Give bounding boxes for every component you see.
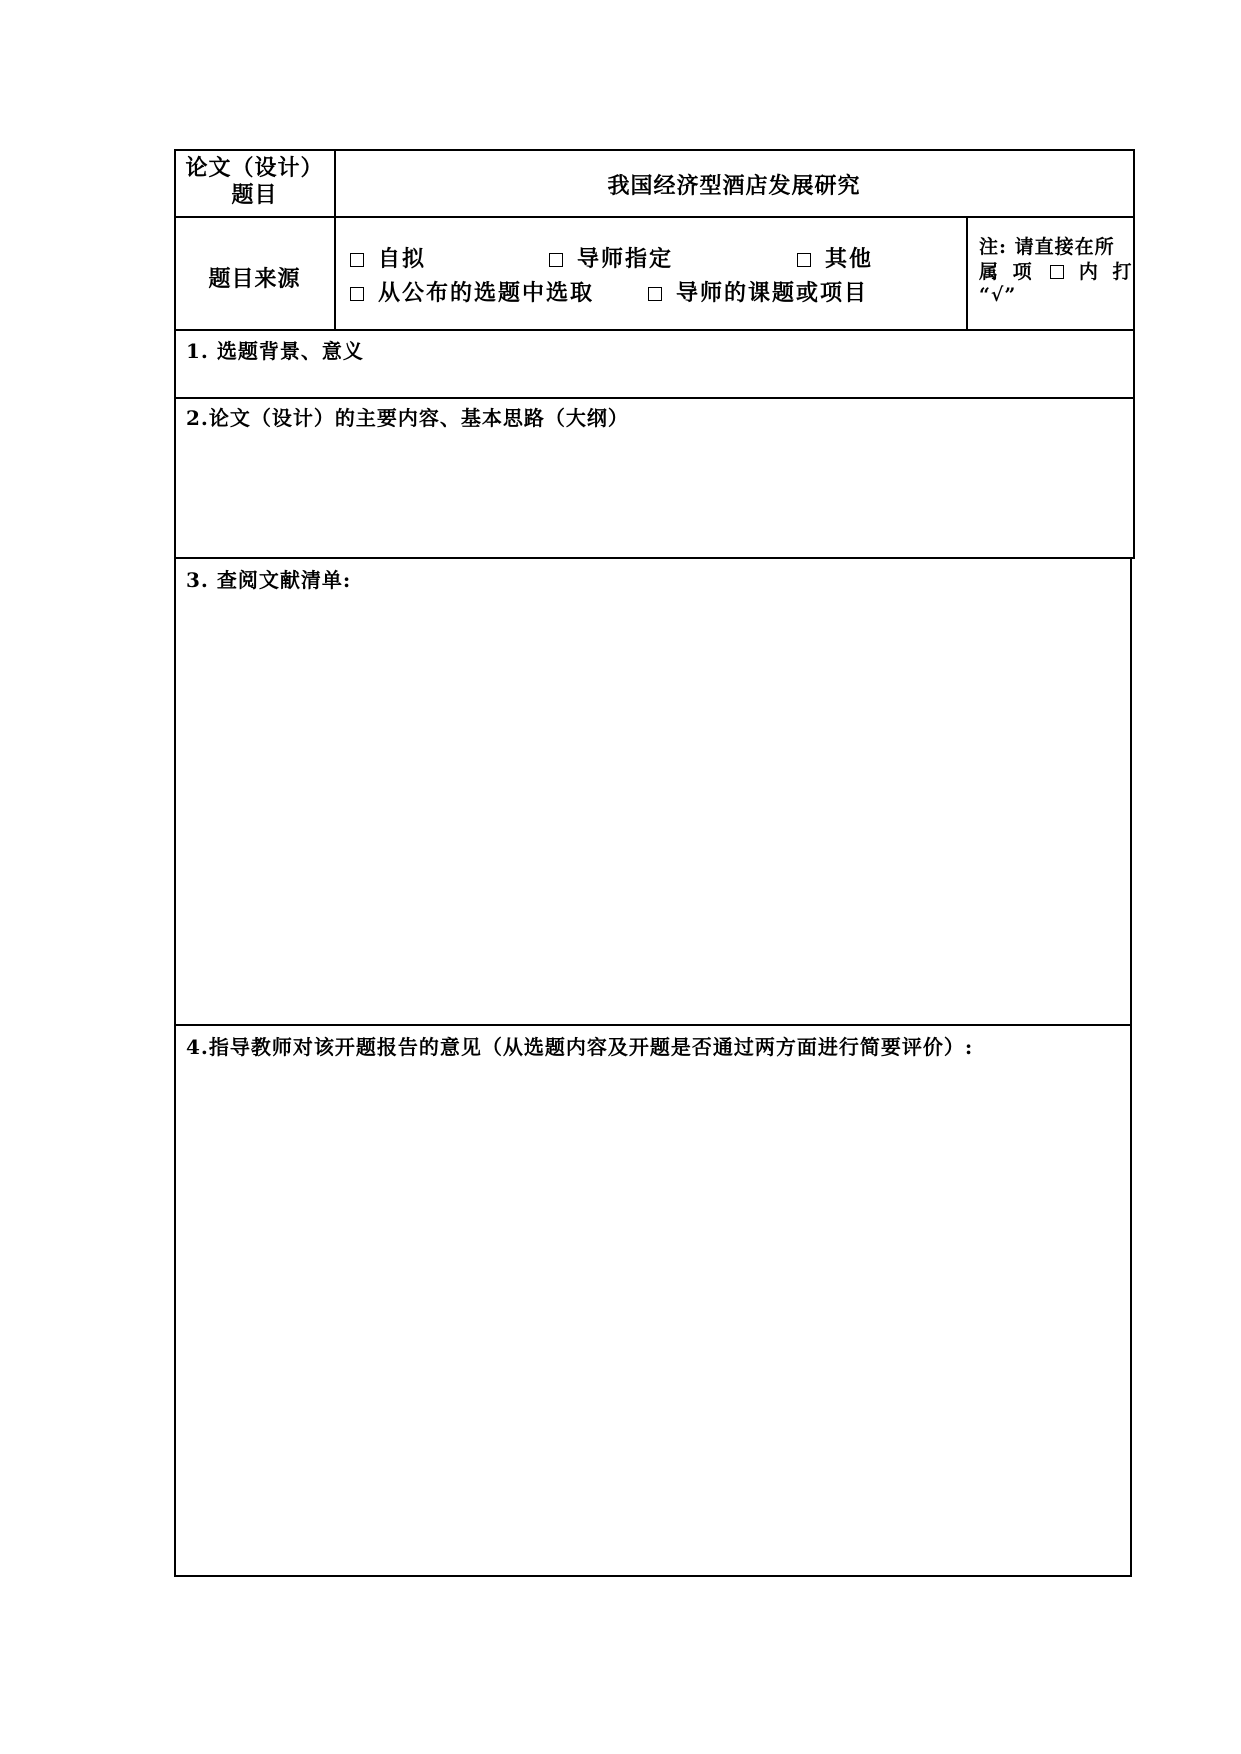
source-note xyxy=(979,235,1136,306)
option-label: 导师的课题或项目 xyxy=(676,280,869,306)
thesis-title: 我国经济型酒店发展研究 xyxy=(607,173,861,199)
option-label: 导师指定 xyxy=(577,246,674,272)
option-other[interactable] xyxy=(797,242,873,273)
row-separator xyxy=(174,329,1135,331)
checkbox-icon[interactable] xyxy=(549,253,563,267)
row-separator xyxy=(174,397,1135,399)
source-label-cell xyxy=(174,262,335,293)
title-label-cell xyxy=(174,155,335,209)
option-advisor-assigned[interactable] xyxy=(549,242,673,273)
section-2-label: 2.论文（设计）的主要内容、基本思路（大纲） xyxy=(186,406,629,430)
note-line2-b: 内 打 xyxy=(1078,261,1136,283)
row-separator xyxy=(174,557,1135,559)
row-separator xyxy=(174,1024,1132,1026)
option-label: 从公布的选题中选取 xyxy=(378,280,595,306)
row-separator xyxy=(174,216,1135,218)
checkbox-icon[interactable] xyxy=(797,253,811,267)
table-border-top xyxy=(174,149,1135,151)
checkbox-icon[interactable] xyxy=(350,253,364,267)
checkbox-icon[interactable] xyxy=(648,287,662,301)
section-1-label: 1. 选题背景、意义 xyxy=(186,339,364,363)
section-3-label: 3. 查阅文献清单: xyxy=(186,568,352,592)
option-label: 自拟 xyxy=(378,246,427,272)
table-border-right-lower xyxy=(1130,557,1132,1577)
section-4-content-area[interactable] xyxy=(176,1060,1128,1574)
title-value-cell[interactable] xyxy=(335,169,1133,200)
option-self-proposed[interactable] xyxy=(350,242,426,273)
proposal-form-table xyxy=(174,149,1135,1577)
section-2-content-area[interactable] xyxy=(176,431,1131,556)
table-border-right-upper xyxy=(1133,149,1135,557)
option-advisor-project[interactable] xyxy=(648,276,868,307)
note-line1: 注: 请直接在所 xyxy=(979,236,1115,258)
checkbox-icon xyxy=(1050,265,1064,279)
option-label: 其他 xyxy=(825,246,874,272)
source-label: 题目来源 xyxy=(208,266,301,292)
note-line2-a: 属 项 xyxy=(979,261,1036,283)
title-label-line2: 题目 xyxy=(231,182,278,208)
option-published-topics[interactable] xyxy=(350,276,594,307)
section-3-content-area[interactable] xyxy=(176,593,1128,1023)
note-line3: “√” xyxy=(979,284,1017,306)
table-border-bottom xyxy=(174,1575,1132,1577)
section-4-label: 4.指导教师对该开题报告的意见（从选题内容及开题是否通过两方面进行简要评价）: xyxy=(186,1035,974,1059)
checkbox-icon[interactable] xyxy=(350,287,364,301)
section-1-content-area[interactable] xyxy=(176,363,1131,396)
title-label-line1: 论文（设计） xyxy=(185,155,324,181)
column-separator xyxy=(966,216,968,329)
